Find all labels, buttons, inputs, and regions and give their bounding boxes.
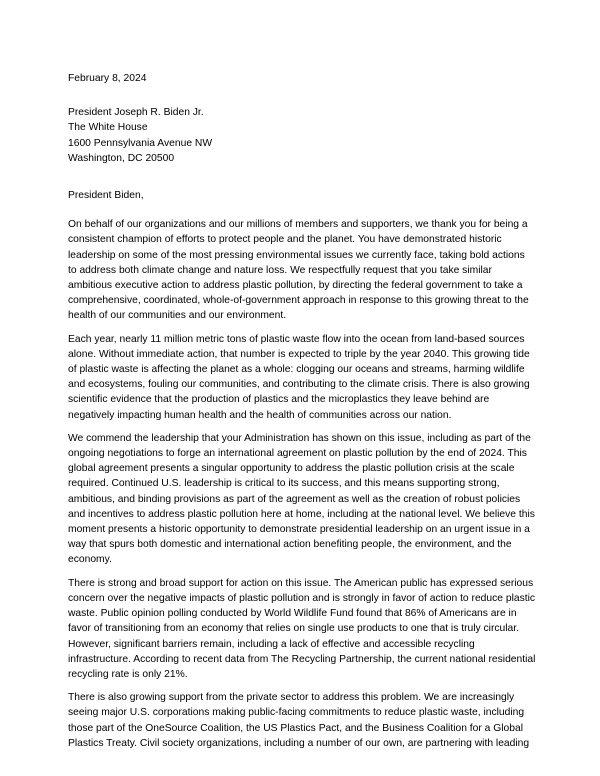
body-paragraph-1: On behalf of our organizations and our millions of members and supporters, we thank you for being a consistent champion of efforts to protect people and the planet. You have demonstrated historic leadership on some of the most pressing environmental issues we currently face, taking bold actions to address both climate change and nature loss. We respectfully request that you take similar ambitious executive action to address plastic pollution, by directing the federal government to take a comprehensive, coordinated, whole-of-government approach in response to this growing threat to the health of our communities and our environment.	[68, 219, 529, 322]
recipient-address	[68, 105, 536, 166]
address-line-city: Washington, DC 20500	[68, 152, 175, 164]
address-line-office: The White House	[68, 122, 148, 134]
body-paragraph-2: Each year, nearly 11 million metric tons of plastic waste flow into the ocean from land-based sources alone. Without immediate action, that number is expected to triple by the year 2040. This growing tide of plastic waste is affecting the planet as a whole: clogging our oceans and streams, harming wildlife and ecosystems, fouling our communities, and contributing to the climate crisis. There is also growing scientific evidence that the production of plastics and the microplastics they leave behind are negatively impacting human health and the health of communities across our nation.	[68, 333, 530, 421]
salutation: President Biden,	[68, 190, 144, 202]
body-paragraph-3: We commend the leadership that your Administration has shown on this issue, including as part of the ongoing negotiations to forge an international agreement on plastic pollution by the end of 2024. This global agreement presents a singular opportunity to address the plastic pollution crisis at the scale required. Continued U.S. leadership is critical to its success, and this means supporting strong, ambitious, and binding provisions as part of the agreement as well as the creation of robust policies and incentives to address plastic pollution here at home, including at the national level. We believe this moment presents a historic opportunity to demonstrate presidential leadership on an urgent issue in a way that spurs both domestic and international action benefiting people, the environment, and the economy.	[68, 432, 535, 566]
address-line-name: President Joseph R. Biden Jr.	[68, 107, 204, 119]
body-paragraph-5: There is also growing support from the private sector to address this problem. We are increasingly seeing major U.S. corporations making public-facing commitments to reduce plastic waste, including those part of the OneSource Coalition, the US Plastics Pact, and the Business Coalition for a Global Plastics Treaty. Civil society organizations, including a number of our own, are partnering with leading	[68, 692, 530, 749]
letter-date: February 8, 2024	[68, 73, 147, 84]
body-paragraph-4: There is strong and broad support for action on this issue. The American public has expressed serious concern over the negative impacts of plastic pollution and is strongly in favor of action to reduce plastic waste. Public opinion polling conducted by World Wildlife Fund found that 86% of Americans are in favor of transitioning from an economy that relies on single use products to one that is truly circular. However, significant barriers remain, including a lack of effective and accessible recycling infrastructure. According to recent data from The Recycling Partnership, the current national residential recycling rate is only 21%.	[68, 577, 536, 680]
address-line-street: 1600 Pennsylvania Avenue NW	[68, 137, 213, 149]
